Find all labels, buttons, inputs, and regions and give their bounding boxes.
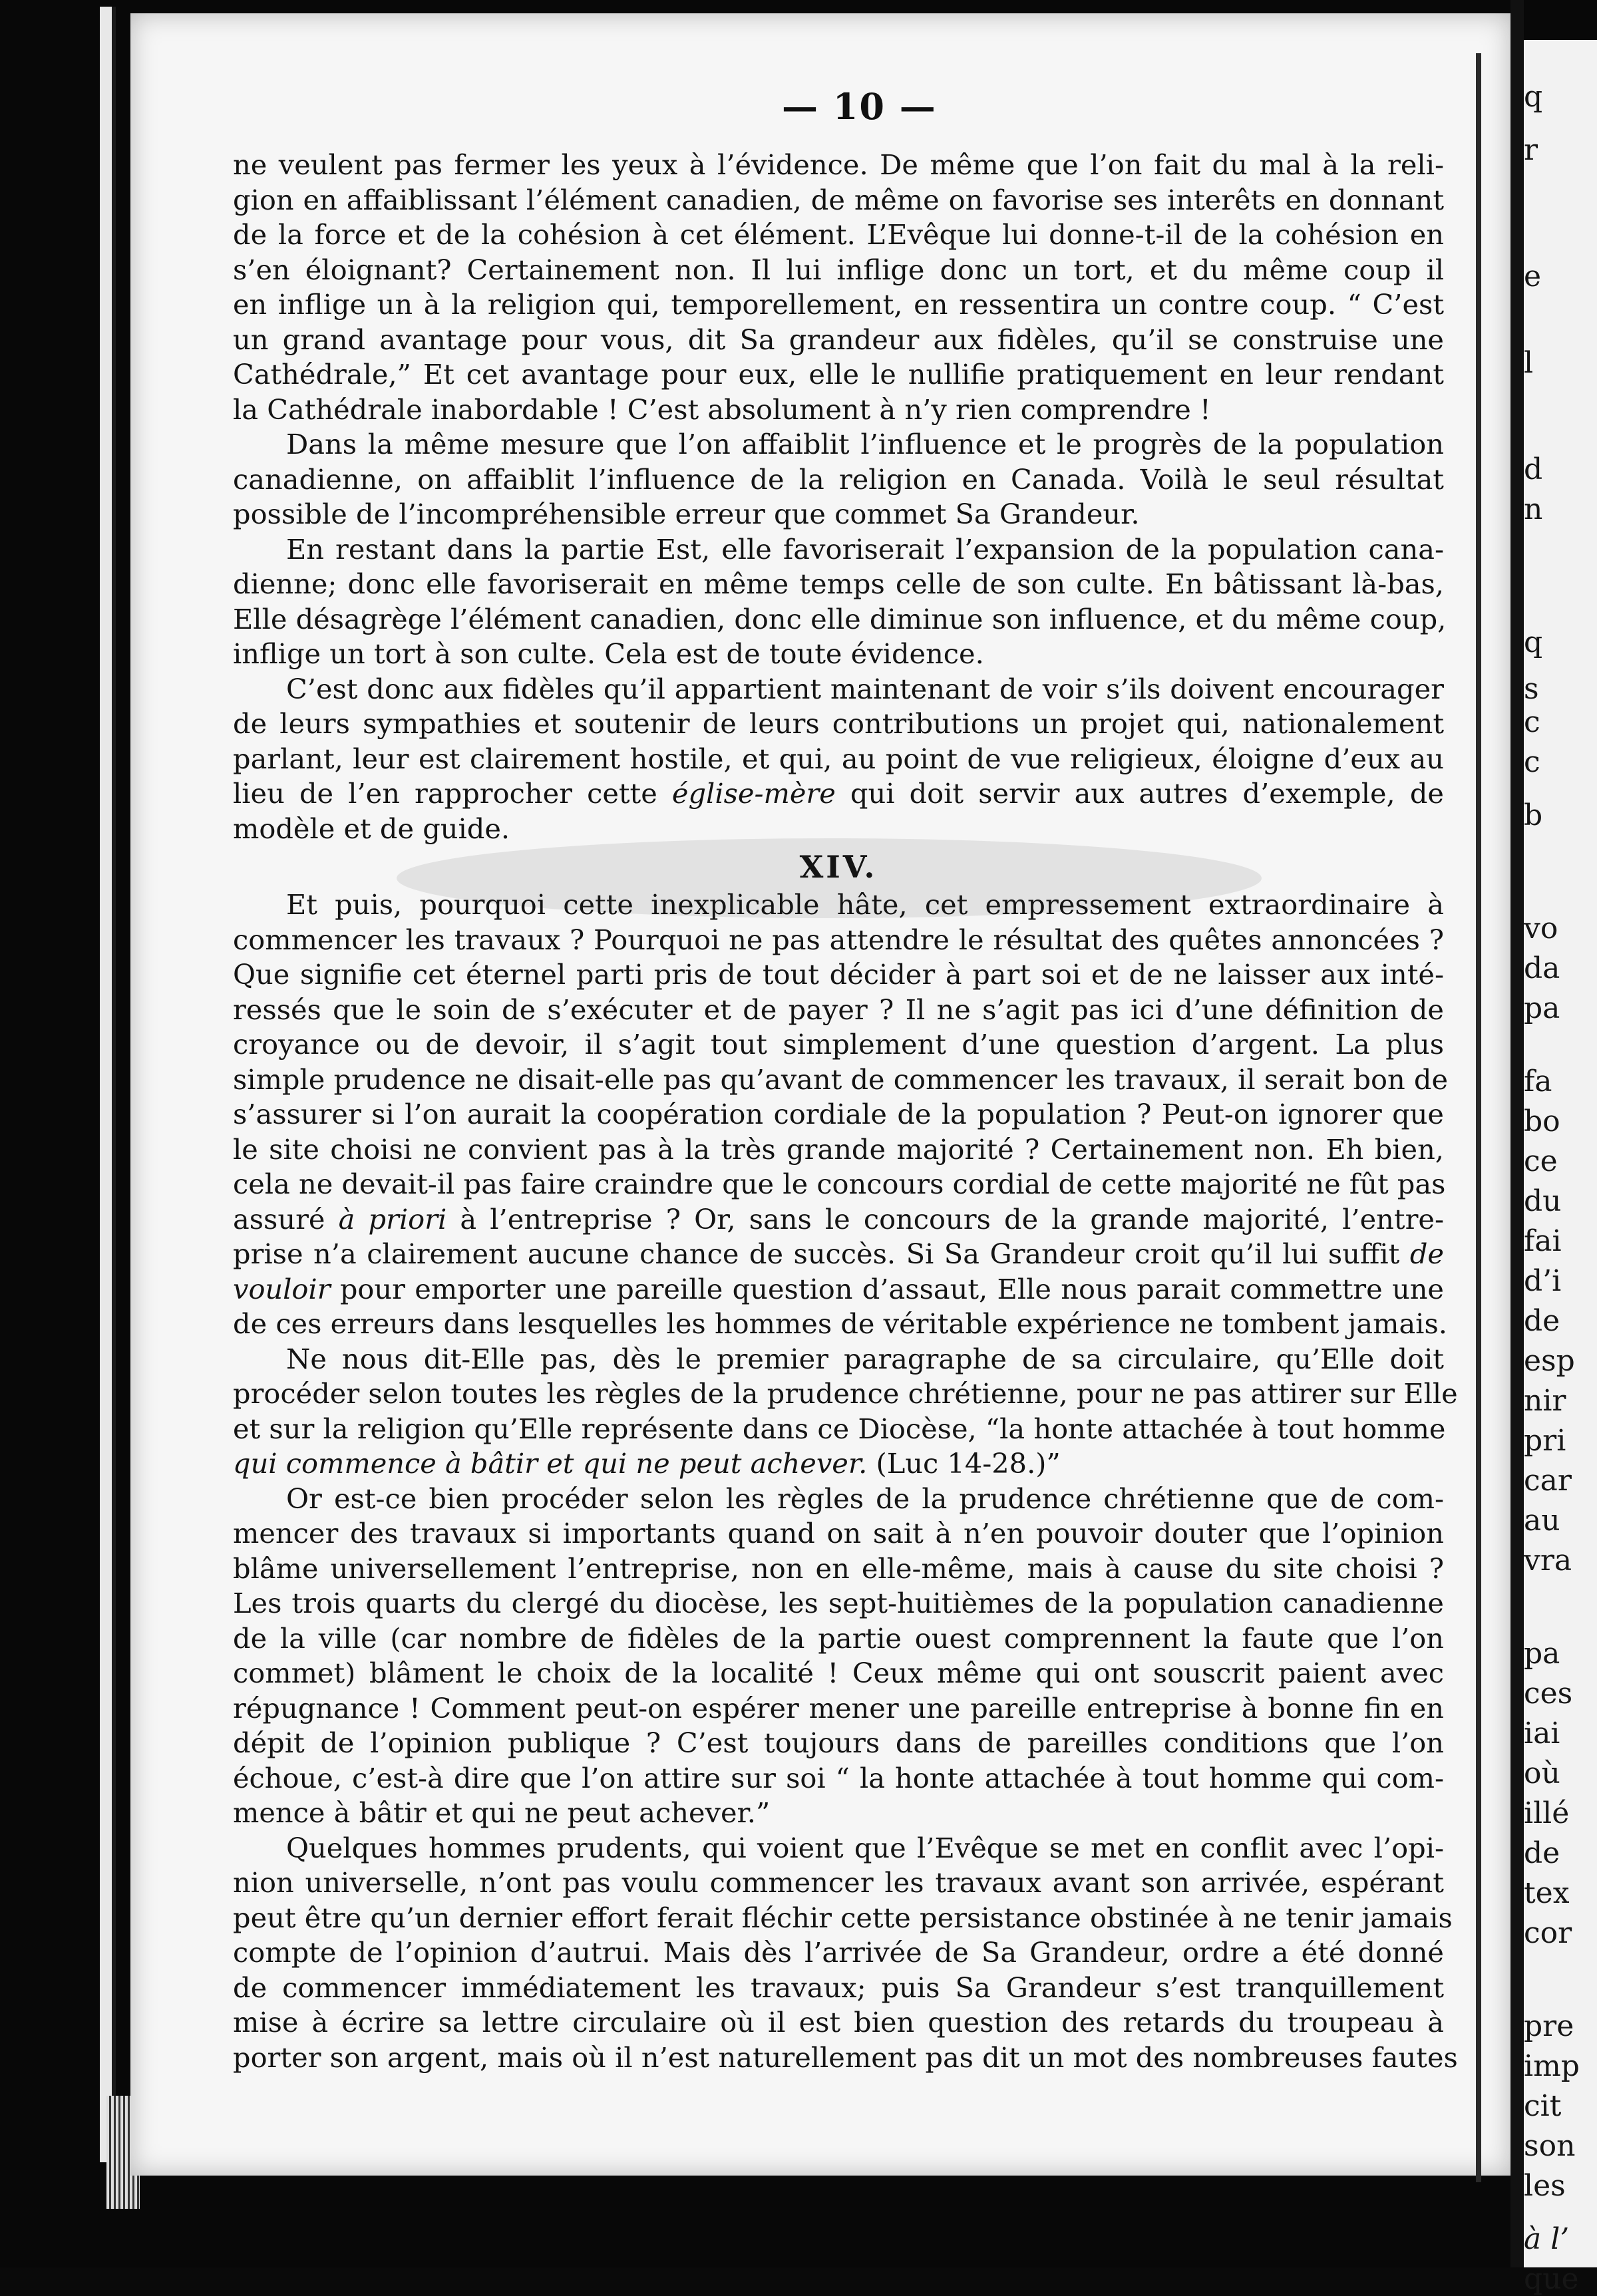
text-line: le site choisi ne convient pas à la très grande majorité ? Certainement non. Eh bien, [233, 1132, 1444, 1166]
adjacent-page-fragment: bo [1524, 1104, 1560, 1138]
text-line: simple prudence ne disait-elle pas qu’avant de commencer les travaux, il serait bon de [233, 1063, 1449, 1096]
page-number: — 10 — [782, 85, 937, 128]
adjacent-page [1524, 40, 1597, 2296]
text-line: en inflige un à la religion qui, temporellement, en ressentira un contre coup. “ C’est [233, 288, 1444, 321]
adjacent-page-fragment: d’i [1524, 1264, 1562, 1298]
text-line: C’est donc aux fidèles qu’il appartient maintenant de voir s’ils doivent encourager [286, 672, 1444, 705]
text-line: ressés que le soin de s’exécuter et de payer ? Il ne s’agit pas ici d’une définition de [233, 993, 1444, 1026]
text-line: échoue, c’est-à dire que l’on attire sur soi “ la honte attachée à tout homme qui com- [233, 1761, 1444, 1794]
text-line: cela ne devait-il pas faire craindre que le concours cordial de cette majorité ne fût pas [233, 1168, 1446, 1200]
text-line: commet) blâment le choix de la localité ! Ceux même qui ont souscrit paient avec [233, 1657, 1444, 1689]
text-line: assuré à priori à l’entreprise ? Or, sans le concours de la grande majorité, l’entre- [233, 1202, 1444, 1235]
text-line: prise n’a clairement aucune chance de succès. Si Sa Grandeur croit qu’il lui suffit de [233, 1237, 1444, 1270]
adjacent-page-fragment: fa [1524, 1065, 1552, 1098]
text-line: blâme universellement l’entreprise, non en elle-même, mais à cause du site choisi ? [233, 1552, 1444, 1585]
text-line: croyance ou de devoir, il s’agit tout simplement d’une question d’argent. La plus [233, 1028, 1444, 1061]
adjacent-page-fragment: de [1524, 1836, 1560, 1870]
adjacent-page-fragment: pa [1524, 991, 1560, 1025]
text-line: compte de l’opinion d’autrui. Mais dès l’arrivée de Sa Grandeur, ordre a été donné [233, 1936, 1444, 1969]
text-line: Elle désagrège l’élément canadien, donc elle diminue son influence, et du même coup, [233, 602, 1447, 635]
text-line: Ne nous dit-Elle pas, dès le premier paragraphe de sa circulaire, qu’Elle doit [286, 1342, 1444, 1375]
section-heading: XIV. [799, 849, 878, 885]
text-line: possible de l’incompréhensible erreur que commet Sa Grandeur. [233, 498, 1140, 530]
adjacent-page-fragment: b [1524, 798, 1543, 832]
text-line: parlant, leur est clairement hostile, et qui, au point de vue religieux, éloigne d’eux au [233, 742, 1444, 775]
adjacent-page-fragment: n [1524, 492, 1543, 526]
adjacent-page-fragment: cor [1524, 1916, 1572, 1950]
text-line: Les trois quarts du clergé du diocèse, les sept-huitièmes de la population canadienne [233, 1587, 1444, 1619]
adjacent-page-fragment: à l’ [1524, 2222, 1570, 2256]
page-gutter-shadow [1476, 53, 1481, 2182]
text-line: de la force et de la cohésion à cet élément. L’Evêque lui donne-t-il de la cohésion en [233, 218, 1444, 251]
adjacent-page-fragment: où [1524, 1756, 1560, 1790]
adjacent-page-fragment: pre [1524, 2009, 1574, 2043]
text-line: commencer les travaux ? Pourquoi ne pas attendre le résultat des quêtes annoncées ? [233, 923, 1444, 956]
adjacent-page-fragment: pa [1524, 1637, 1560, 1671]
adjacent-page-fragment: c [1524, 745, 1540, 779]
adjacent-page-fragment: pri [1524, 1424, 1566, 1458]
text-line: qui commence à bâtir et qui ne peut achever. (Luc 14-28.)” [233, 1447, 1061, 1480]
text-line: inflige un tort à son culte. Cela est de toute évidence. [233, 637, 984, 670]
adjacent-page-fragment: q [1524, 625, 1543, 659]
text-line: vouloir pour emporter une pareille question d’assaut, Elle nous parait commettre une [233, 1272, 1444, 1305]
adjacent-page-fragment: r [1524, 133, 1538, 167]
adjacent-page-fragment: que [1524, 2262, 1579, 2296]
adjacent-page-fragment: son [1524, 2129, 1576, 2163]
text-line: de la ville (car nombre de fidèles de la partie ouest comprennent la faute que l’on [233, 1621, 1444, 1655]
adjacent-page-fragment: car [1524, 1464, 1572, 1498]
text-line: ne veulent pas fermer les yeux à l’évidence. De même que l’on fait du mal à la reli- [233, 148, 1444, 181]
adjacent-page-fragment: vra [1524, 1544, 1572, 1577]
adjacent-page-fragment: c [1524, 705, 1540, 739]
adjacent-page-fragment: esp [1524, 1344, 1575, 1378]
text-line: lieu de l’en rapprocher cette église-mère qui doit servir aux autres d’exemple, de [233, 777, 1444, 810]
adjacent-page-fragment: illé [1524, 1796, 1570, 1830]
text-line: répugnance ! Comment peut-on espérer mener une pareille entreprise à bonne fin en [233, 1691, 1444, 1724]
adjacent-page-fragment: les [1524, 2169, 1566, 2203]
text-line: porter son argent, mais où il n’est naturellement pas dit un mot des nombreuses fautes [233, 2041, 1458, 2074]
adjacent-page-fragment: ce [1524, 1144, 1558, 1178]
book-gutter [1510, 0, 1524, 2267]
text-line: s’assurer si l’on aurait la coopération cordiale de la population ? Peut-on ignorer que [233, 1098, 1444, 1130]
text-line: un grand avantage pour vous, dit Sa grandeur aux fidèles, qu’il se construise une [233, 323, 1444, 356]
text-line: canadienne, on affaiblit l’influence de la religion en Canada. Voilà le seul résultat [233, 462, 1444, 496]
adjacent-page-fragment: cit [1524, 2089, 1562, 2123]
adjacent-page-fragment: tex [1524, 1876, 1570, 1910]
adjacent-page-fragment: s [1524, 672, 1539, 706]
text-line: gion en affaiblissant l’élément canadien, de même on favorise ses interêts en donnant [233, 183, 1444, 216]
text-line: de commencer immédiatement les travaux; puis Sa Grandeur s’est tranquillement [233, 1971, 1444, 2004]
text-line: dépit de l’opinion publique ? C’est toujours dans de pareilles conditions que l’on [233, 1726, 1444, 1759]
adjacent-page-fragment: ces [1524, 1677, 1573, 1711]
text-line: mise à écrire sa lettre circulaire où il est bien question des retards du troupeau à [233, 2006, 1444, 2039]
adjacent-page-fragment: de [1524, 1304, 1560, 1338]
text-line: Dans la même mesure que l’on affaiblit l’influence et le progrès de la population [286, 428, 1444, 460]
text-line: de leurs sympathies et soutenir de leurs contributions un projet qui, nationalement [233, 707, 1444, 740]
adjacent-page-fragment: d [1524, 452, 1543, 486]
text-line: Quelques hommes prudents, qui voient que l’Evêque se met en conflit avec l’opi- [286, 1831, 1444, 1864]
text-line: Or est-ce bien procéder selon les règles de la prudence chrétienne que de com- [286, 1482, 1444, 1515]
text-line: peut être qu’un dernier effort ferait fléchir cette persistance obstinée à ne tenir jamais [233, 1901, 1453, 1934]
text-line: procéder selon toutes les règles de la prudence chrétienne, pour ne pas attirer sur Elle [233, 1377, 1458, 1410]
text-line: mencer des travaux si importants quand on sait à n’en pouvoir douter que l’opinion [233, 1517, 1444, 1550]
adjacent-page-fragment: q [1524, 80, 1543, 114]
adjacent-page-fragment: fai [1524, 1224, 1562, 1258]
text-line: de ces erreurs dans lesquelles les hommes de véritable expérience ne tombent jamais. [233, 1307, 1447, 1340]
text-line: Et puis, pourquoi cette inexplicable hâte, cet empressement extraordinaire à [286, 888, 1444, 921]
adjacent-page-fragment: vo [1524, 911, 1558, 945]
left-page-edge [100, 7, 116, 2162]
adjacent-page-fragment: e [1524, 259, 1542, 293]
adjacent-page-fragment: iai [1524, 1717, 1560, 1750]
text-line: Cathédrale,” Et cet avantage pour eux, elle le nullifie pratiquement en leur rendant [233, 358, 1444, 391]
adjacent-page-fragment: l [1524, 346, 1534, 380]
text-line: mence à bâtir et qui ne peut achever.” [233, 1796, 771, 1829]
text-line: modèle et de guide. [233, 812, 510, 845]
text-line: Que signifie cet éternel parti pris de tout décider à part soi et de ne laisser aux inté- [233, 958, 1444, 991]
adjacent-page-fragment: nir [1524, 1384, 1566, 1418]
text-line: et sur la religion qu’Elle représente dans ce Diocèse, “la honte attachée à tout homme [233, 1412, 1446, 1445]
text-line: nion universelle, n’ont pas voulu commencer les travaux avant son arrivée, espérant [233, 1866, 1444, 1899]
body-text [233, 148, 1458, 2075]
text-line: En restant dans la partie Est, elle favoriserait l’expansion de la population cana- [286, 532, 1444, 566]
text-line: dienne; donc elle favoriserait en même temps celle de son culte. En bâtissant là-bas, [233, 568, 1444, 600]
adjacent-page-fragment: imp [1524, 2049, 1580, 2083]
adjacent-page-fragment: da [1524, 951, 1560, 985]
adjacent-page-fragment: du [1524, 1184, 1562, 1218]
text-line: s’en éloignant? Certainement non. Il lui inflige donc un tort, et du même coup il [233, 253, 1444, 286]
text-line: la Cathédrale inabordable ! C’est absolument à n’y rien comprendre ! [233, 393, 1211, 426]
adjacent-page-fragment: au [1524, 1504, 1560, 1538]
